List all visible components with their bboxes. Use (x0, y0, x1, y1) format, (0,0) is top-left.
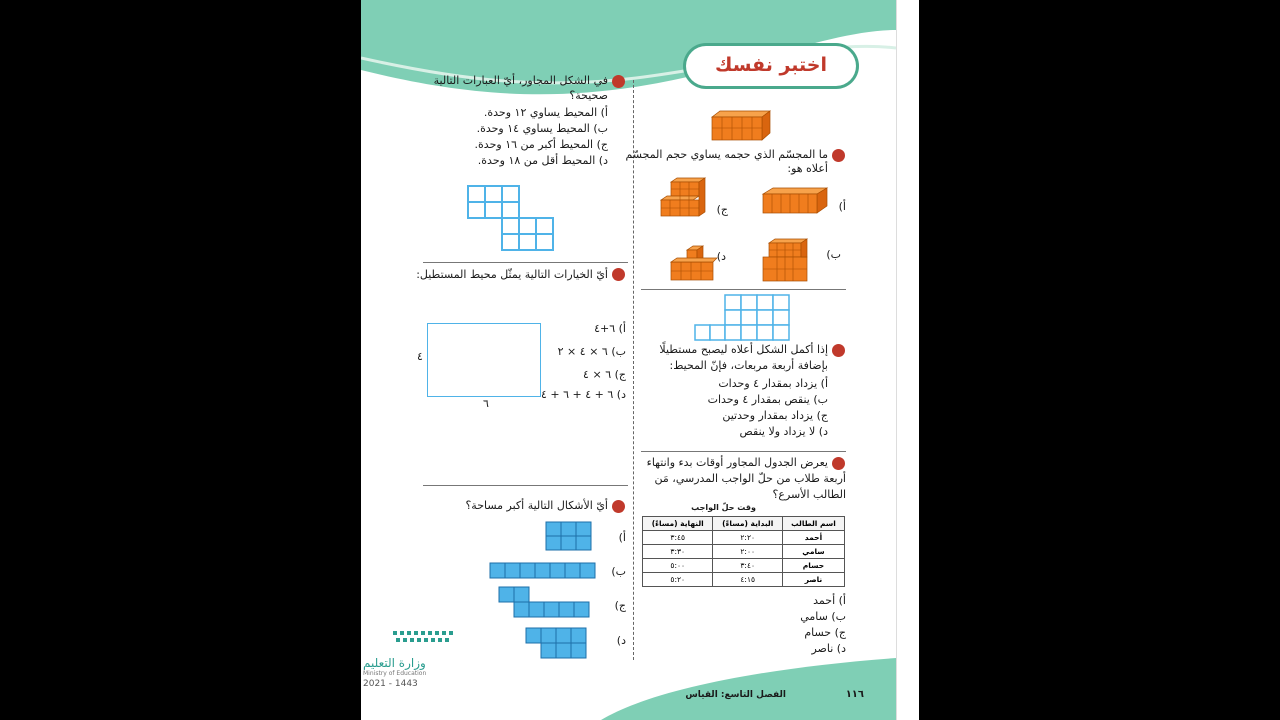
table-row (643, 545, 845, 559)
table-cell: ٥:٠٠ (643, 559, 713, 573)
q4-option-d-solid (669, 244, 719, 282)
q4-reference-solid (710, 109, 772, 143)
q2-side-label: ٤ (417, 350, 423, 363)
q5-option-c: ج) يزداد بمقدار وحدتين (722, 409, 828, 422)
q5-option-a: أ) يزداد بمقدار ٤ وحدات (718, 377, 828, 390)
question-number-badge (832, 149, 845, 162)
q1-option-d: د) المحيط أقل من ١٨ وحدة. (477, 154, 608, 167)
q1-option-b: ب) المحيط يساوي ١٤ وحدة. (476, 122, 608, 135)
q1-grid-shape (466, 184, 561, 254)
title-badge (686, 46, 856, 86)
q2-option-c: ج) ٦ × ٤ (583, 368, 626, 381)
q6-option-a: أ) أحمد (813, 594, 846, 607)
q6-prompt-line3: الطالب الأسرع؟ (772, 488, 846, 501)
q4-prompt-line2: أعلاه هو: (787, 162, 828, 175)
q4-option-c-solid (659, 176, 709, 218)
table-cell: ٣:٤٥ (643, 531, 713, 545)
q6-prompt-line2: أربعة طلاب من حلّ الواجب المدرسي، مَن (654, 472, 846, 485)
table-cell: ٣:٣٠ (643, 545, 713, 559)
question-number-badge (832, 344, 845, 357)
ministry-name-ar: وزارة التعليم (363, 656, 426, 670)
q4-prompt-line1: ما المجسّم الذي حجمه يساوي حجم المجسّم (625, 148, 828, 161)
page-title: اختبر نفسك (715, 54, 827, 76)
q2-option-d: د) ٦ + ٤ + ٦ + ٤ (540, 388, 626, 401)
table-cell: ٤:١٥ (713, 573, 782, 587)
q5-option-d: د) لا يزداد ولا ينقص (739, 425, 828, 438)
q4-option-a-solid (761, 186, 829, 216)
q4-label-a: أ) (838, 200, 846, 213)
q5-option-b: ب) ينقص بمقدار ٤ وحدات (707, 393, 828, 406)
q1-prompt-line1: في الشكل المجاور، أيّ العبارات التالية (433, 74, 608, 87)
q6-schedule-table (642, 516, 845, 587)
ministry-logo-icon (391, 628, 461, 648)
table-row (643, 559, 845, 573)
q1-option-a: أ) المحيط يساوي ١٢ وحدة. (483, 106, 608, 119)
textbook-page (361, 0, 896, 720)
table-cell: ناصر (782, 573, 844, 587)
q6-option-c: ج) حسام (804, 626, 846, 639)
q2-rectangle (427, 323, 541, 397)
q3-label-a: أ) (618, 531, 626, 544)
separator (423, 262, 628, 263)
table-row (643, 531, 845, 545)
q3-shapes (486, 518, 601, 663)
ministry-name-en: Ministry of Education (363, 670, 427, 677)
question-number-badge (612, 500, 625, 513)
question-number-badge (612, 75, 625, 88)
separator (423, 485, 628, 486)
footer-chapter: الفصل التاسع: القياس (685, 690, 786, 700)
table-cell: أحمد (782, 531, 844, 545)
table-header-row (643, 517, 845, 531)
footer-banner (361, 650, 896, 720)
q3-label-c: ج) (614, 599, 626, 612)
separator (641, 451, 846, 452)
q1-prompt-line2: صحيحة؟ (569, 89, 608, 102)
question-number-badge (612, 268, 625, 281)
table-header-cell: البداية (مساءً) (713, 517, 782, 531)
q5-grid-shape (693, 293, 793, 343)
table-row (643, 573, 845, 587)
q6-option-d: د) ناصر (811, 642, 846, 655)
q4-option-b-solid (761, 237, 811, 283)
q2-option-b: ب) ٦ × ٤ × ٢ (557, 345, 626, 358)
q3-label-d: د) (616, 634, 626, 647)
table-cell: سامي (782, 545, 844, 559)
table-cell: حسام (782, 559, 844, 573)
ministry-year: 2021 - 1443 (363, 679, 418, 689)
viewer-side-strip (896, 0, 919, 720)
column-divider (633, 80, 634, 660)
q3-label-b: ب) (611, 565, 626, 578)
question-number-badge (832, 457, 845, 470)
q6-prompt-line1: يعرض الجدول المجاور أوقات بدء وانتهاء (646, 456, 828, 469)
q5-prompt-line1: إذا أكمل الشكل أعلاه ليصبح مستطيلًا (659, 343, 828, 356)
table-cell: ٥:٢٠ (643, 573, 713, 587)
separator (641, 289, 846, 290)
table-header-cell: اسم الطالب (782, 517, 844, 531)
q1-option-c: ج) المحيط أكبر من ١٦ وحدة. (474, 138, 608, 151)
q4-label-b: ب) (826, 248, 841, 261)
table-cell: ٣:٤٠ (713, 559, 782, 573)
table-header-cell: النهاية (مساءً) (643, 517, 713, 531)
table-cell: ٢:٠٠ (713, 545, 782, 559)
q4-label-d: د) (716, 250, 726, 263)
q6-option-b: ب) سامي (800, 610, 846, 623)
table-cell: ٢:٢٠ (713, 531, 782, 545)
q6-table-title: وقت حلّ الواجب (691, 503, 756, 512)
q2-prompt: أيّ الخيارات التالية يمثّل محيط المستطيل: (416, 268, 608, 281)
footer-page-number: ١١٦ (845, 689, 864, 700)
q3-prompt: أيّ الأشكال التالية أكبر مساحة؟ (465, 499, 608, 512)
q4-label-c: ج) (716, 203, 728, 216)
q2-bottom-label: ٦ (483, 397, 489, 410)
q5-prompt-line2: بإضافة أربعة مربعات، فإنّ المحيط: (669, 359, 828, 372)
q2-option-a: أ) ٦+٤ (594, 322, 626, 335)
